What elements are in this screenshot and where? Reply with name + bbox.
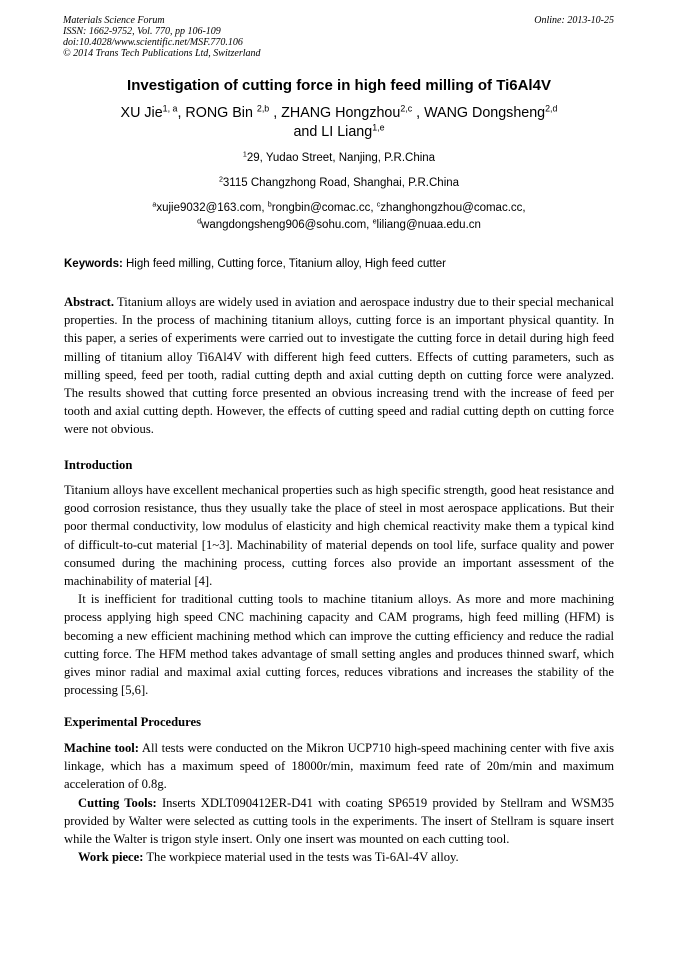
experimental-heading: Experimental Procedures xyxy=(64,715,201,729)
email-link[interactable]: liliang@nuaa.edu.cn xyxy=(376,219,481,231)
keywords-text: High feed milling, Cutting force, Titanium alloy, High feed cutter xyxy=(122,258,447,270)
paper-title: Investigation of cutting force in high feed milling of Ti6Al4V xyxy=(127,77,551,94)
email-sup: e xyxy=(372,217,377,226)
abstract-text: Titanium alloys are widely used in aviation and aerospace industry due to their special mechanical properties. In the process of machining titanium alloys, cutting force is an important physical quantity. In this paper, a series of experiments were carried out to investigate the cutting force in detail during high feed milling of titanium alloy Ti6Al4V with different high feed cutters. Effects of cutting parameters, such as milling speed, feed per tooth, radial cutting depth and axial cutting depth on cutting force were analyzed. The results showed that cutting force presented an obvious increasing trend with the increase of feed per tooth and axial cutting depth. However, the effects of cutting speed and radial cutting depth on cutting force were not obvious. xyxy=(64,295,614,437)
email-link[interactable]: wangdongsheng906@sohu.com, xyxy=(201,219,373,231)
issn: ISSN: 1662-9752, Vol. 770, pp 106-109 xyxy=(63,26,221,37)
work-piece-label: Work piece: xyxy=(78,850,144,865)
affiliation-text: 3115 Changzhong Road, Shanghai, P.R.China xyxy=(222,177,460,189)
author-sup: 2,d xyxy=(545,103,558,114)
work-piece-text: The workpiece material used in the tests was Ti-6Al-4V alloy. xyxy=(143,850,459,865)
email-sup: c xyxy=(376,200,381,209)
copyright: © 2014 Trans Tech Publications Ltd, Switzerland xyxy=(63,48,261,59)
journal-header xyxy=(63,15,261,59)
abstract-label: Abstract. xyxy=(64,295,115,309)
author-name: , RONG Bin xyxy=(177,105,257,121)
affiliation-sup: 2 xyxy=(218,175,223,184)
affiliation-sup: 1 xyxy=(242,150,247,159)
machine-tool-label: Machine tool: xyxy=(64,741,139,755)
machine-tool-text: All tests were conducted on the Mikron UCP710 high-speed machining center with five axis linkage, which has a maximum speed of 18000r/min, maximum feed rate of 20m/min and maximum acceleration of 0.8g. xyxy=(64,741,615,792)
author-list xyxy=(30,104,648,142)
affiliation-text: 29, Yudao Street, Nanjing, P.R.China xyxy=(246,152,436,164)
journal-name: Materials Science Forum xyxy=(63,15,165,26)
affiliation-1 xyxy=(40,151,638,165)
email-link[interactable]: zhanghongzhou@comac.cc, xyxy=(380,202,526,214)
email-sup: a xyxy=(152,200,157,209)
keywords-label: Keywords: xyxy=(64,258,123,270)
email-sup: d xyxy=(197,217,202,226)
author-sup: 1,e xyxy=(372,122,385,133)
cutting-tools-text: Inserts XDLT090412ER-D41 with coating SP6519 provided by Stellram and WSM35 provided by Walter were selected as cutting tools in the experiments. The insert of Stellram is square insert while the Walter is trigon style insert. Only one insert was mounted on each cutting tool. xyxy=(64,795,614,847)
author-name: and LI Liang xyxy=(293,124,373,140)
paragraph: Titanium alloys have excellent mechanical properties such as high specific strength, good heat resistance and good corrosion resistance, thus they usually take the place of steel in most aerospace applications. But their poor thermal conductivity, low modulus of elasticity and high chemical reactivity make them a typical kind of difficult-to-cut material [1~3]. Machinability of material depends on tool life, surface quality and power consumed during the machining process, cutting forces also provide an important assessment of the machinability of material [4]. xyxy=(64,483,614,589)
author-name: XU Jie xyxy=(120,105,163,121)
author-name: , ZHANG Hongzhou xyxy=(269,105,401,121)
introduction-body xyxy=(64,481,614,699)
doi[interactable]: doi:10.4028/www.scientific.net/MSF.770.106 xyxy=(63,37,243,48)
author-sup: 2,c xyxy=(400,103,413,114)
keywords xyxy=(64,257,614,271)
email-link[interactable]: rongbin@comac.cc, xyxy=(271,202,377,214)
introduction-heading: Introduction xyxy=(64,458,133,472)
email-list xyxy=(40,200,638,234)
email-link[interactable]: xujie9032@163.com, xyxy=(156,202,268,214)
online-date: Online: 2013-10-25 xyxy=(534,15,614,26)
author-sup: 2,b xyxy=(256,103,270,114)
paragraph: It is inefficient for traditional cutting tools to machine titanium alloys. As more and more machining process applying high speed CNC machining capacity and CAM programs, high feed milling (HFM) is becoming a new efficient machining method which can improve the cutting efficiency and reduce the radial cutting force. The HFM method takes advantage of small setting angles and produces thinned swarf, which gives minor radial and maximal axial cutting forces, reduces vibrations and increases the stability of the processing [5,6]. xyxy=(64,592,614,698)
abstract xyxy=(64,293,614,439)
email-sup: b xyxy=(267,200,272,209)
affiliation-2 xyxy=(40,176,638,190)
author-name: , WANG Dongsheng xyxy=(412,105,546,121)
author-sup: 1, a xyxy=(162,103,178,114)
cutting-tools-label: Cutting Tools: xyxy=(78,795,157,810)
experimental-body xyxy=(64,739,614,866)
